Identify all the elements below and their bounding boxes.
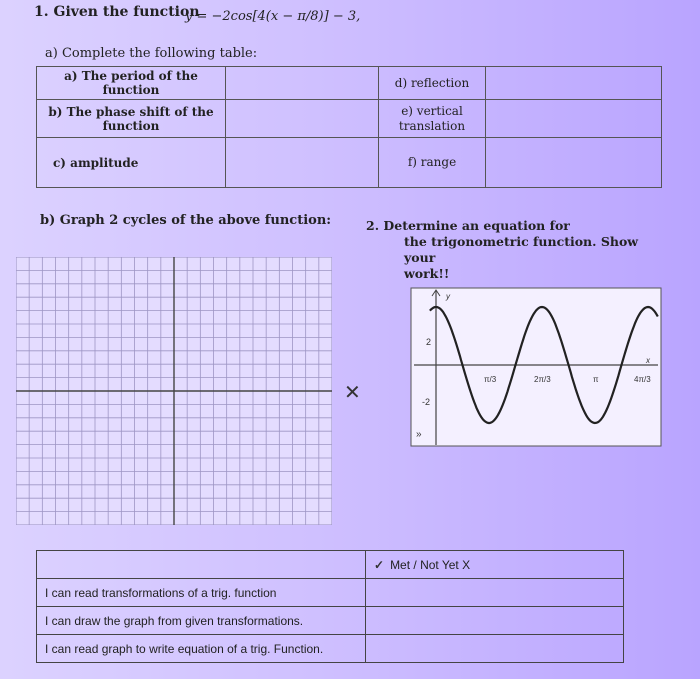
vertical-translation-answer-cell[interactable] bbox=[486, 100, 662, 138]
x-mark-icon: ✕ bbox=[344, 382, 361, 404]
met-not-yet-label: Met / Not Yet X bbox=[390, 557, 471, 572]
question-2-line-1: 2. Determine an equation for bbox=[366, 218, 570, 233]
function-equation: y = −2cos[4(x − π/8)] − 3, bbox=[185, 9, 361, 24]
x-tick-2pi-3: 2π/3 bbox=[534, 375, 551, 384]
rubric-row-3-status[interactable] bbox=[366, 635, 624, 663]
transformations-table bbox=[36, 66, 662, 188]
part-b-instruction: b) Graph 2 cycles of the above function: bbox=[40, 213, 332, 228]
rubric-row-1-status[interactable] bbox=[366, 579, 624, 607]
question-2-prompt bbox=[366, 218, 656, 282]
phase-shift-answer-cell[interactable] bbox=[226, 100, 379, 138]
x-axis-label: x bbox=[646, 356, 650, 365]
self-assessment-table bbox=[36, 550, 624, 663]
rubric-row-2-status[interactable] bbox=[366, 607, 624, 635]
graph-paper-grid[interactable] bbox=[16, 257, 332, 525]
rubric-row-1-label: I can read transformations of a trig. function bbox=[37, 579, 366, 607]
rubric-row-2-label: I can draw the graph from given transformations. bbox=[37, 607, 366, 635]
vertical-translation-label: e) vertical translation bbox=[379, 100, 486, 138]
checkmark-icon: ✓ bbox=[374, 557, 385, 572]
y-tick-neg2: -2 bbox=[422, 397, 431, 407]
y-tick-2: 2 bbox=[426, 337, 432, 347]
range-label: f) range bbox=[379, 138, 486, 188]
period-answer-cell[interactable] bbox=[226, 67, 379, 100]
rubric-header-blank bbox=[37, 551, 366, 579]
amplitude-answer-cell[interactable] bbox=[226, 138, 379, 188]
cosine-graph bbox=[410, 287, 662, 447]
question-1-label: 1. Given the function bbox=[34, 4, 200, 20]
rubric-header bbox=[366, 551, 624, 579]
period-label: a) The period of the function bbox=[37, 67, 226, 100]
phase-shift-label: b) The phase shift of the function bbox=[37, 100, 226, 138]
y-axis-label: y bbox=[446, 292, 450, 301]
x-tick-pi-3: π/3 bbox=[484, 375, 497, 384]
reflection-answer-cell[interactable] bbox=[486, 67, 662, 100]
question-2-line-2: the trigonometric function. Show your bbox=[404, 234, 639, 265]
range-answer-cell[interactable] bbox=[486, 138, 662, 188]
question-2-line-3: work!! bbox=[404, 266, 450, 281]
reflection-label: d) reflection bbox=[379, 67, 486, 100]
double-chevron-icon: » bbox=[416, 429, 422, 440]
part-a-instruction: a) Complete the following table: bbox=[45, 46, 258, 61]
amplitude-label: c) amplitude bbox=[37, 138, 226, 188]
x-tick-4pi-3: 4π/3 bbox=[634, 375, 651, 384]
rubric-row-3-label: I can read graph to write equation of a trig. Function. bbox=[37, 635, 366, 663]
x-tick-pi: π bbox=[593, 375, 599, 384]
